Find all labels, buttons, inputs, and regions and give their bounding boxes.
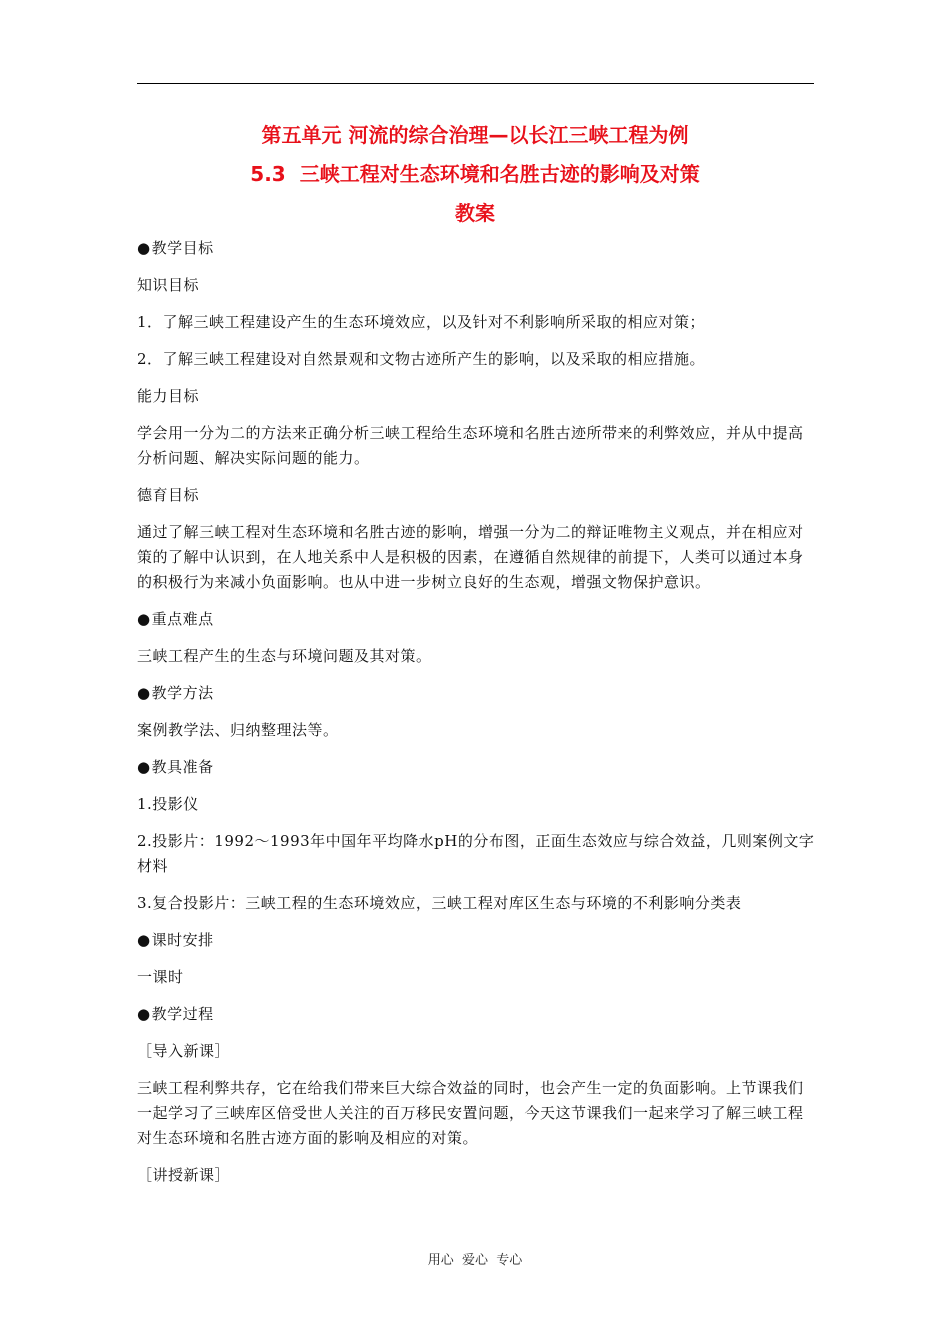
tools-item-3: 3.复合投影片：三峡工程的生态环境效应，三峡工程对库区生态与环境的不利影响分类表 (137, 894, 742, 912)
bullet-icon: ● (137, 1005, 151, 1023)
subheading-moral: 德育目标 (137, 486, 200, 504)
key-paragraph: 三峡工程产生的生态与环境问题及其对策。 (137, 647, 432, 665)
tools-item-1: 1.投影仪 (137, 795, 199, 813)
bullet-icon: ● (137, 239, 151, 257)
header-rule (137, 83, 814, 84)
document-body (137, 236, 816, 1200)
section-heading-method: ●教学方法 (137, 684, 214, 702)
doc-title-lesson (0, 162, 950, 186)
knowledge-item-1: 1．了解三峡工程建设产生的生态环境效应，以及针对不利影响所采取的相应对策； (137, 313, 706, 331)
doc-title-type: 教案 (455, 201, 495, 225)
page-footer: 用心 爱心 专心 (427, 1253, 523, 1268)
ability-paragraph: 学会用一分为二的方法来正确分析三峡工程给生态环境和名胜古迹所带来的利弊效应，并从中提高分析问题、解决实际问题的能力。 (137, 424, 804, 467)
moral-paragraph: 通过了解三峡工程对生态环境和名胜古迹的影响，增强一分为二的辩证唯物主义观点，并在相应对策的了解中认识到，在人地关系中人是积极的因素，在遵循自然规律的前提下，人类可以通过本身的积极行为来减小负面影响。也从中进一步树立良好的生态观，增强文物保护意识。 (137, 523, 804, 591)
bullet-icon: ● (137, 758, 151, 776)
bullet-icon: ● (137, 931, 151, 949)
subheading-intro: ［导入新课］ (137, 1042, 231, 1060)
knowledge-item-2: 2．了解三峡工程建设对自然景观和文物古迹所产生的影响，以及采取的相应措施。 (137, 350, 706, 368)
section-heading-schedule: ●课时安排 (137, 931, 214, 949)
section-heading-goals: ●教学目标 (137, 239, 214, 257)
section-heading-key: ●重点难点 (137, 610, 214, 628)
lesson-number: 5.3 (250, 162, 286, 186)
schedule-paragraph: 一课时 (137, 968, 184, 986)
lesson-title: 三峡工程对生态环境和名胜古迹的影响及对策 (299, 162, 700, 186)
section-heading-tools: ●教具准备 (137, 758, 214, 776)
bullet-icon: ● (137, 610, 151, 628)
subheading-lecture: ［讲授新课］ (137, 1166, 231, 1184)
tools-item-2: 2.投影片：1992～1993年中国年平均降水pH的分布图，正面生态效应与综合效益，几则案例文字材料 (137, 832, 815, 875)
section-heading-process: ●教学过程 (137, 1005, 214, 1023)
bullet-icon: ● (137, 684, 151, 702)
doc-title-unit: 第五单元 河流的综合治理—以长江三峡工程为例 (261, 123, 689, 147)
subheading-knowledge: 知识目标 (137, 276, 200, 294)
intro-paragraph: 三峡工程利弊共存，它在给我们带来巨大综合效益的同时，也会产生一定的负面影响。上节课我们一起学习了三峡库区倍受世人关注的百万移民安置问题，今天这节课我们一起来学习了解三峡工程对生态环境和名胜古迹方面的影响及相应的对策。 (137, 1079, 804, 1147)
subheading-ability: 能力目标 (137, 387, 200, 405)
method-paragraph: 案例教学法、归纳整理法等。 (137, 721, 339, 739)
